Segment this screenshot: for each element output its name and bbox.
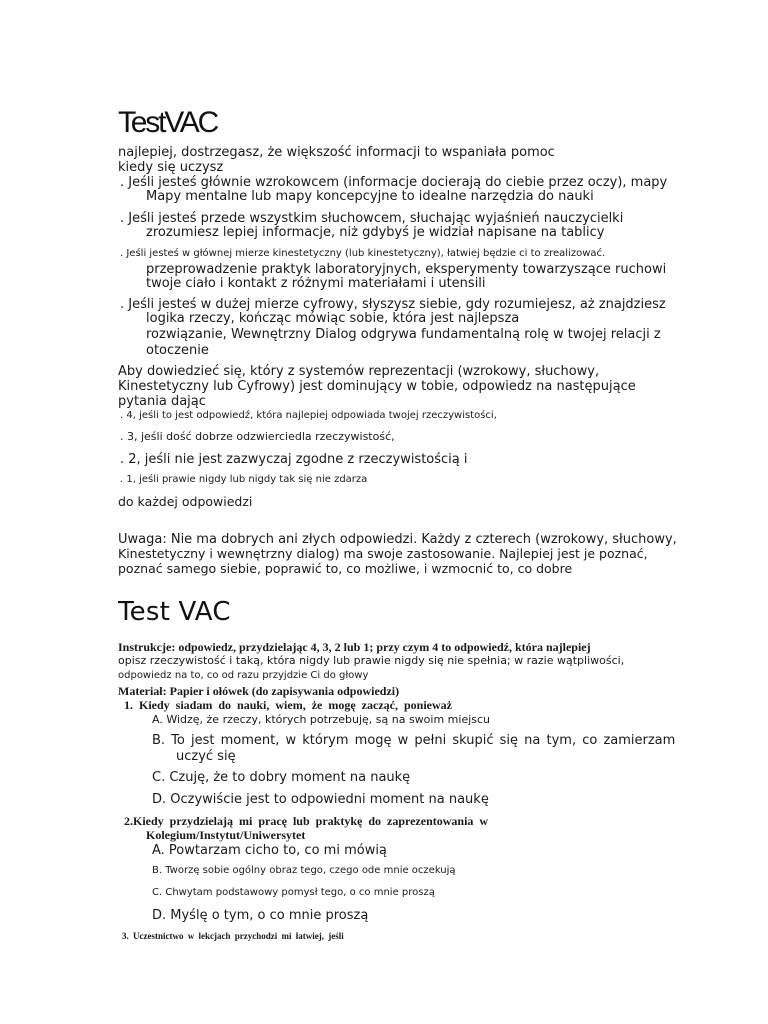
- instructions-line: odpowiedz na to, co od razu przyjdzie Ci do głowy: [118, 670, 369, 681]
- question-2-title: 2.Kiedy przydzielają mi pracę lub praktykę do zaprezentowania w: [124, 814, 489, 828]
- question-1-option-a: A. Widzę, że rzeczy, których potrzebuję, są na swoim miejscu: [152, 713, 491, 726]
- instructions-heading: Instrukcje: odpowiedz, przydzielając 4, 3, 2 lub 1; przy czym 4 to odpowiedź, która najlepiej: [118, 640, 591, 654]
- question-2-option-c: C. Chwytam podstawowy pomysł tego, o co mnie proszą: [152, 887, 435, 898]
- bullet-visual: . Jeśli jesteś głównie wzrokowcem (informacje docierają do ciebie przez oczy), mapy: [120, 175, 668, 190]
- bullet-kinesthetic: . Jeśli jesteś w głównej mierze kinestetyczny (lub kinestetyczny), łatwiej będzie ci to zrealizować.: [120, 248, 606, 259]
- intro-line: kiedy się uczysz: [118, 160, 224, 175]
- note-line: poznać samego siebie, poprawić to, co możliwe, i wzmocnić to, co dobre: [118, 561, 573, 576]
- scale-3: . 3, jeśli dość dobrze odzwierciedla rzeczywistość,: [120, 430, 395, 443]
- bullet-digital-cont: logika rzeczy, kończąc mówiąc sobie, która jest najlepsza: [146, 311, 520, 326]
- question-2-option-b: B. Tworzę sobie ogólny obraz tego, czego ode mnie oczekują: [152, 865, 456, 876]
- section-title: Test VAC: [118, 597, 231, 627]
- page-title: TestVAC: [118, 106, 218, 139]
- question-1-title: 1. Kiedy siadam do nauki, wiem, że mogę zacząć, ponieważ: [124, 698, 452, 712]
- bullet-kinesthetic-cont: przeprowadzenie praktyk laboratoryjnych, eksperymenty towarzyszące ruchowi: [146, 262, 667, 277]
- question-3-title: 3. Uczestnictwo w lekcjach przychodzi mi łatwiej, jeśli: [122, 931, 344, 941]
- question-2-option-a: A. Powtarzam cicho to, co mi mówią: [152, 843, 387, 858]
- question-2-title-cont: Kolegium/Instytut/Uniwersytet: [146, 828, 306, 842]
- bullet-kinesthetic-cont: twoje ciało i kontakt z różnymi materiałami i utensili: [146, 276, 486, 291]
- bullet-auditory: . Jeśli jesteś przede wszystkim słuchowcem, słuchając wyjaśnień nauczycielki: [120, 211, 624, 226]
- note-line: Uwaga: Nie ma dobrych ani złych odpowiedzi. Każdy z czterech (wzrokowy, słuchowy,: [118, 532, 677, 547]
- instructions-line: opisz rzeczywistość i taką, która nigdy lub prawie nigdy się nie spełnia; w razie wątpliwości,: [118, 654, 625, 667]
- question-1-option-b-cont: uczyć się: [176, 749, 236, 764]
- bullet-digital-cont: rozwiązanie, Wewnętrzny Dialog odgrywa fundamentalną rolę w twojej relacji z: [146, 327, 661, 342]
- intro-line: najlepiej, dostrzegasz, że większość informacji to wspaniała pomoc: [118, 145, 555, 160]
- question-2-option-d: D. Myślę o tym, o co mnie proszą: [152, 908, 369, 923]
- scale-2: . 2, jeśli nie jest zazwyczaj zgodne z rzeczywistością i: [120, 452, 468, 467]
- material-line: Materiał: Papier i ołówek (do zapisywania odpowiedzi): [118, 684, 400, 698]
- question-1-option-c: C. Czuję, że to dobry moment na naukę: [152, 770, 411, 785]
- each-answer: do każdej odpowiedzi: [118, 494, 253, 509]
- scale-1: . 1, jeśli prawie nigdy lub nigdy tak się nie zdarza: [120, 474, 368, 485]
- scale-4: . 4, jeśli to jest odpowiedź, która najlepiej odpowiada twojej rzeczywistości,: [120, 410, 497, 421]
- find-out-line: pytania dając: [118, 394, 206, 409]
- bullet-digital: . Jeśli jesteś w dużej mierze cyfrowy, słyszysz siebie, gdy rozumiejesz, aż znajdziesz: [120, 297, 666, 312]
- find-out-line: Aby dowiedzieć się, który z systemów reprezentacji (wzrokowy, słuchowy,: [118, 364, 600, 379]
- note-line: Kinestetyczny i wewnętrzny dialog) ma swoje zastosowanie. Najlepiej jest je poznać,: [118, 546, 648, 561]
- bullet-visual-cont: Mapy mentalne lub mapy koncepcyjne to idealne narzędzia do nauki: [146, 189, 594, 204]
- question-1-option-d: D. Oczywiście jest to odpowiedni moment na naukę: [152, 792, 489, 807]
- find-out-line: Kinestetyczny lub Cyfrowy) jest dominujący w tobie, odpowiedz na następujące: [118, 379, 636, 394]
- bullet-digital-cont: otoczenie: [146, 343, 209, 358]
- bullet-auditory-cont: zrozumiesz lepiej informacje, niż gdybyś je widział napisane na tablicy: [146, 225, 605, 240]
- question-1-option-b: B. To jest moment, w którym mogę w pełni skupić się na tym, co zamierzam: [152, 733, 676, 748]
